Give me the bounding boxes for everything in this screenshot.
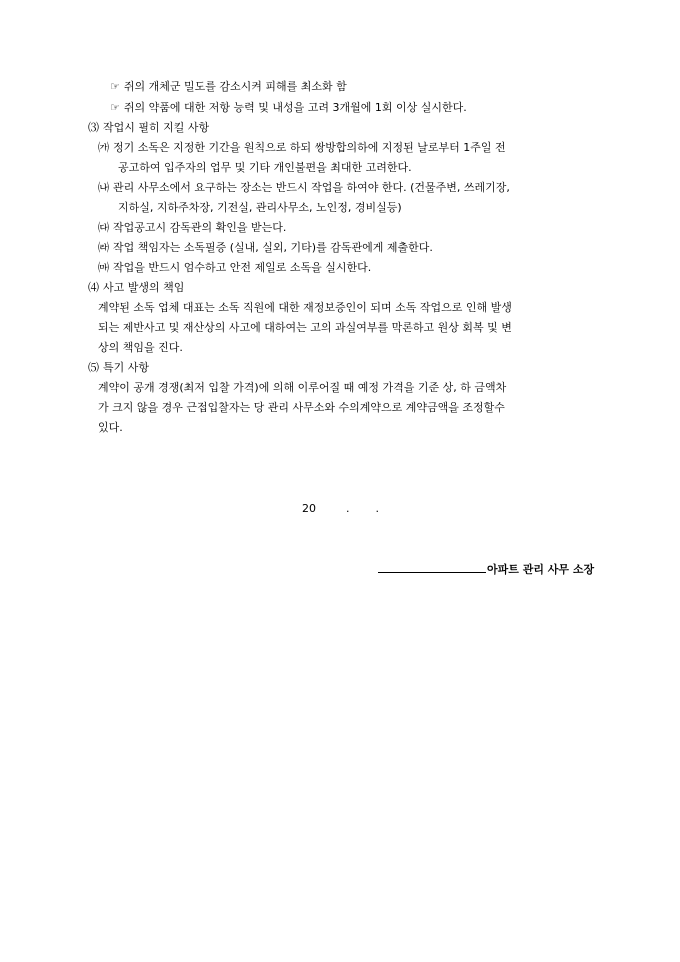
pointing-hand-icon: ☞: [110, 101, 120, 114]
section-heading: ⑸ 특기 사항: [88, 361, 150, 374]
date-line: [302, 502, 379, 516]
signature-title: 아파트 관리 사무 소장: [487, 563, 595, 576]
section-heading: ⑷ 사고 발생의 책임: [88, 281, 185, 294]
paragraph-line: 계약이 공개 경쟁(최저 입찰 가격)에 의해 이루어질 때 예정 가격을 기준 상, 하 금액차: [98, 381, 507, 394]
paragraph-line: 상의 책임을 진다.: [98, 341, 183, 354]
paragraph-line: 계약된 소독 업체 대표는 소독 직원에 대한 재정보증인이 되며 소독 작업으로 인해 발생: [98, 301, 512, 314]
bullet-item: ☞ 쥐의 약품에 대한 저항 능력 및 내성을 고려 3개월에 1회 이상 실시한다.: [110, 101, 467, 114]
list-item-continuation: 공고하여 입주자의 업무 및 기타 개인불편을 최대한 고려한다.: [118, 161, 412, 174]
signature-line: [378, 562, 594, 576]
list-item: ㈏ 관리 사무소에서 요구하는 장소는 반드시 작업을 하여야 한다. (건물주변, 쓰레기장,: [98, 181, 510, 194]
paragraph-line: 있다.: [98, 421, 123, 434]
pointing-hand-icon: ☞: [110, 80, 120, 93]
paragraph-line: 되는 제반사고 및 재산상의 사고에 대하여는 고의 과실여부를 막론하고 원상 회복 및 변: [98, 321, 512, 334]
list-item-continuation: 지하실, 지하주차장, 기전실, 관리사무소, 노인정, 경비실등): [118, 201, 402, 214]
date-dot: .: [375, 502, 379, 515]
list-item: ㈒ 작업을 반드시 엄수하고 안전 제일로 소독을 실시한다.: [98, 261, 372, 274]
list-item: ㈑ 작업 책임자는 소독필증 (실내, 실외, 기타)를 감독관에게 제출한다.: [98, 241, 433, 254]
signature-blank: [378, 562, 486, 573]
paragraph-line: 가 크지 않을 경우 근접입찰자는 당 관리 사무소와 수의계약으로 계약금액을 조정할수: [98, 401, 505, 414]
date-year: 20: [302, 502, 316, 515]
date-dot: .: [346, 502, 350, 515]
section-heading: ⑶ 작업시 필히 지킬 사항: [88, 121, 210, 134]
list-item: ㈐ 작업공고시 감독관의 확인을 받는다.: [98, 221, 287, 234]
bullet-item: ☞ 쥐의 개체군 밀도를 감소시켜 피해를 최소화 함: [110, 80, 347, 93]
list-item: ㈎ 정기 소독은 지정한 기간을 원칙으로 하되 쌍방합의하에 지정된 날로부터 1주일 전: [98, 141, 506, 154]
